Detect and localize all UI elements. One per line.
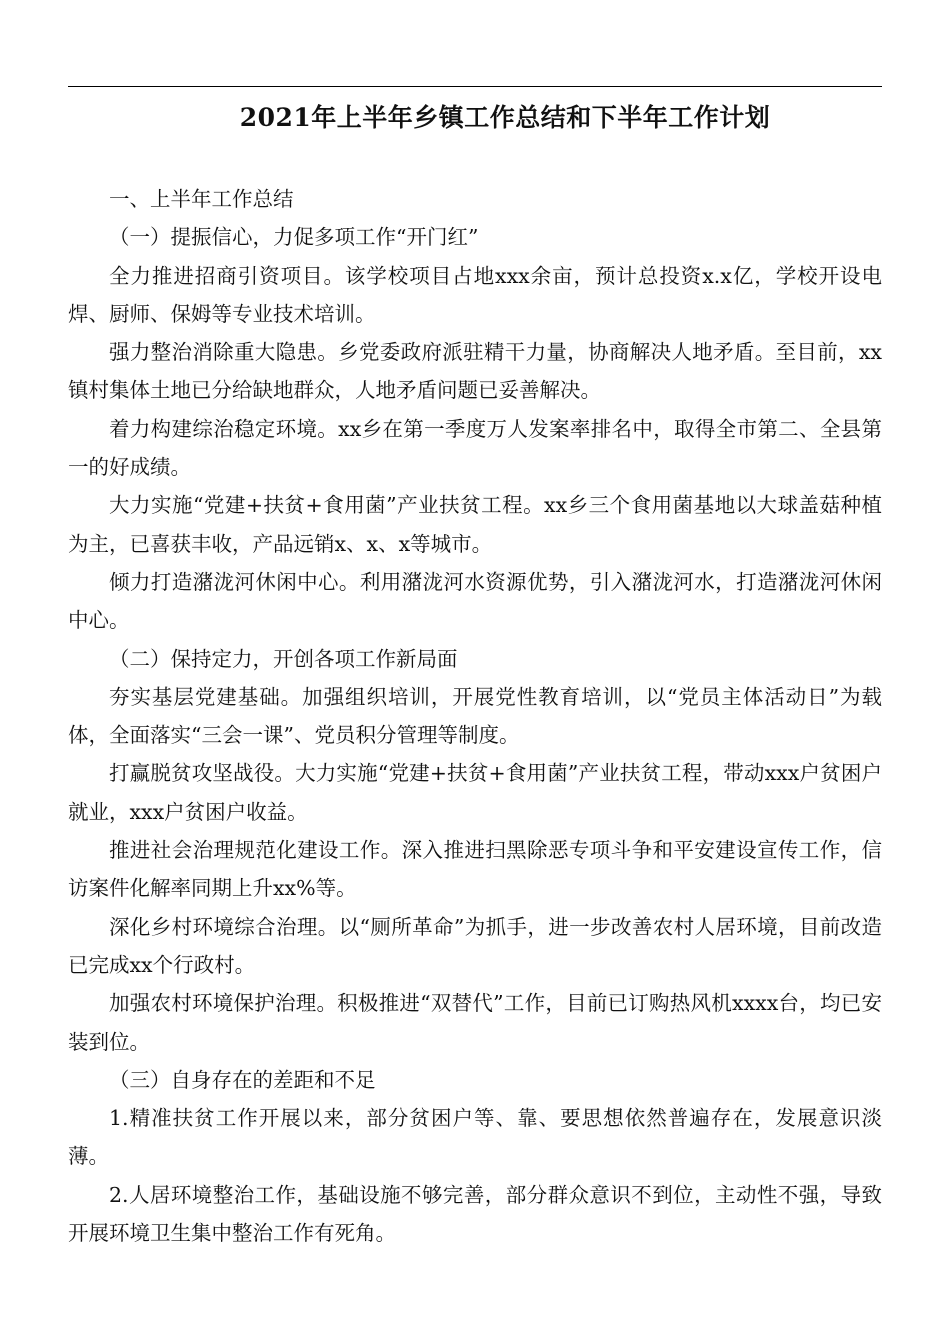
header-rule — [68, 86, 882, 87]
paragraph: 夯实基层党建基础。加强组织培训，开展党性教育培训，以“党员主体活动日”为载体，全面落实“三会一课”、党员积分管理等制度。 — [68, 684, 882, 748]
list-item: 1.精准扶贫工作开展以来，部分贫困户等、靠、要思想依然普遍存在，发展意识淡薄。 — [68, 1106, 882, 1169]
subsection-heading-2: （二）保持定力，开创各项工作新局面 — [109, 646, 458, 671]
subsection-heading-1: （一）提振信心，力促多项工作“开门红” — [109, 225, 479, 250]
list-item: 2.人居环境整治工作，基础设施不够完善，部分群众意识不到位，主动性不强，导致开展环境卫生集中整治工作有死角。 — [68, 1182, 882, 1246]
paragraph: 倾力打造潴泷河休闲中心。利用潴泷河水资源优势，引入潴泷河水，打造潴泷河休闲中心。 — [68, 569, 882, 633]
paragraph: 大力实施“党建+扶贫+食用菌”产业扶贫工程。xx乡三个食用菌基地以大球盖菇种植为主，已喜获丰收，产品远销x、x、x等城市。 — [68, 493, 882, 556]
document-body — [68, 180, 882, 1252]
paragraph: 加强农村环境保护治理。积极推进“双替代”工作，目前已订购热风机xxxx台，均已安装到位。 — [68, 991, 882, 1054]
paragraph: 强力整治消除重大隐患。乡党委政府派驻精干力量，协商解决人地矛盾。至目前，xx镇村集体土地已分给缺地群众，人地矛盾问题已妥善解决。 — [68, 340, 882, 403]
paragraph: 打赢脱贫攻坚战役。大力实施“党建+扶贫+食用菌”产业扶贫工程，带动xxx户贫困户就业，xxx户贫困户收益。 — [68, 761, 882, 824]
paragraph: 着力构建综治稳定环境。xx乡在第一季度万人发案率排名中，取得全市第二、全县第一的好成绩。 — [68, 416, 882, 480]
section-heading-1: 一、上半年工作总结 — [109, 187, 294, 211]
document-title: 2021年上半年乡镇工作总结和下半年工作计划 — [239, 103, 771, 132]
paragraph: 推进社会治理规范化建设工作。深入推进扫黑除恶专项斗争和平安建设宣传工作，信访案件化解率同期上升xx%等。 — [68, 838, 882, 901]
subsection-heading-3: （三）自身存在的差距和不足 — [109, 1067, 376, 1092]
paragraph: 全力推进招商引资项目。该学校项目占地xxx余亩，预计总投资x.x亿，学校开设电焊、厨师、保姆等专业技术培训。 — [68, 263, 882, 326]
paragraph: 深化乡村环境综合治理。以“厕所革命”为抓手，进一步改善农村人居环境，目前改造已完成xx个行政村。 — [68, 914, 882, 977]
